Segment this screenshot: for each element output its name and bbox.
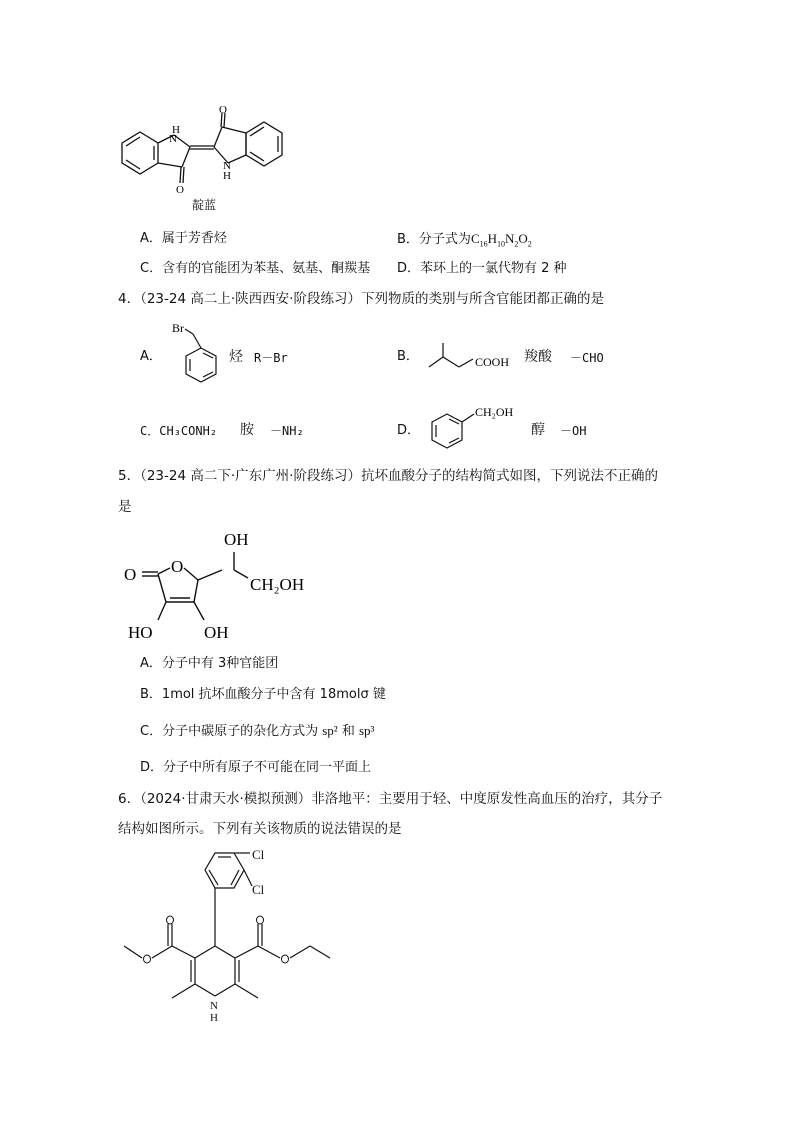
ascorbic-o-ring: O xyxy=(171,557,184,576)
q4-stem: 4．（23-24 高二上·陕西西安·阶段练习）下列物质的类别与所含官能团都正确的是 xyxy=(118,291,604,307)
q3-option-b-letter: B． xyxy=(397,232,419,247)
q5-option-c-sp3: sp³ xyxy=(358,723,375,738)
felodipine-cl-1: Cl xyxy=(252,848,265,862)
q3-option-c-text: 含有的官能团为苯基、氨基、酮羰基 xyxy=(162,261,371,276)
indigo-atom-o-left: O xyxy=(176,184,184,196)
q5-option-c-and: 和 xyxy=(337,724,359,739)
q4-option-c-letter: C． xyxy=(140,424,160,438)
q3-option-c-letter: C． xyxy=(140,261,163,276)
felodipine-h: H xyxy=(210,1012,218,1024)
felodipine-ester-o-right xyxy=(282,955,289,963)
q5-option-a: A．分子中有 3种官能团 xyxy=(140,656,279,671)
ascorbic-o-left: O xyxy=(124,565,137,584)
q5-option-d: D．分子中所有原子不可能在同一平面上 xyxy=(140,760,372,775)
indigo-caption: 靛蓝 xyxy=(192,198,217,212)
q4-option-c xyxy=(140,422,217,440)
q4-option-d-group: －OH xyxy=(560,424,587,438)
benzyl-alcohol-structure xyxy=(428,400,528,450)
q3-option-d-text: 苯环上的一氯代物有 2 种 xyxy=(420,261,567,276)
q3-option-b-prefix: 分子式为 xyxy=(418,232,471,247)
ascorbic-ho: HO xyxy=(128,623,153,642)
q4-option-a-group: R－Br xyxy=(254,351,288,365)
q5-option-c-prefix: C．分子中碳原子的杂化方式为 xyxy=(140,724,323,739)
q3-option-c xyxy=(140,260,370,278)
felodipine-structure xyxy=(118,848,338,1026)
felodipine-cl-2: Cl xyxy=(252,882,265,897)
q5-option-c-sp2: sp² xyxy=(322,723,338,738)
q4-option-b-group: －CHO xyxy=(570,351,604,365)
cooh-label: COOH xyxy=(475,355,510,369)
q4-option-b-class: 羧酸 xyxy=(524,349,552,365)
q3-option-a-text: 属于芳香烃 xyxy=(161,231,227,246)
q4-option-d-letter: D． xyxy=(397,423,421,438)
benzyl-bromide-structure xyxy=(168,318,228,388)
q3-option-d-letter: D． xyxy=(397,261,421,276)
q3-option-b-formula: $C_{16}H_{10}N_2O_2$ xyxy=(470,231,532,249)
isovaleric-acid-structure xyxy=(425,335,521,380)
indigo-atom-n-left: N xyxy=(169,133,177,145)
q4-option-c-group: －NH₂ xyxy=(270,424,304,438)
q5-option-c xyxy=(140,722,374,741)
felodipine-ester-o-left xyxy=(144,955,151,963)
ascorbic-oh-top: OH xyxy=(224,530,249,549)
q3-option-d xyxy=(397,260,567,278)
ascorbic-oh-bottom: OH xyxy=(204,623,229,642)
br-label: Br xyxy=(172,321,184,335)
q3-option-a-letter: A． xyxy=(140,231,162,246)
q4-option-a-class: 烃 xyxy=(229,349,243,365)
indigo-atom-n-right: N xyxy=(223,160,231,172)
indigo-atom-o-right: O xyxy=(219,105,227,116)
indigo-atom-h-right: H xyxy=(223,170,231,182)
q4-option-d-class: 醇 xyxy=(531,422,545,438)
indigo-atom-h-left: H xyxy=(172,124,180,136)
q6-stem-line1: 6．（2024·甘肃天水·模拟预测）非洛地平：主要用于轻、中度原发性高血压的治疗，其分子 xyxy=(118,791,663,807)
felodipine-carbonyl-o-right xyxy=(257,916,264,924)
q4-option-a-letter: A． xyxy=(140,349,162,364)
q5-option-b: B．1mol 抗坏血酸分子中含有 18molσ 键 xyxy=(140,687,386,702)
q4-option-b-letter: B． xyxy=(397,349,419,364)
q3-option-b xyxy=(397,230,532,254)
ascorbic-ch2oh: CH₂OH xyxy=(250,575,305,594)
q3-option-a xyxy=(140,230,227,248)
ch2oh-label: CH₂OH xyxy=(475,405,514,419)
felodipine-n: N xyxy=(210,1000,218,1012)
q4-option-c-class: 胺 xyxy=(240,422,254,438)
q5-stem-line2: 是 xyxy=(118,499,132,515)
q6-stem-line2: 结构如图所示。下列有关该物质的说法错误的是 xyxy=(118,821,402,837)
felodipine-carbonyl-o-left xyxy=(167,916,174,924)
q5-stem-line1: 5．（23-24 高二下·广东广州·阶段练习）抗坏血酸分子的结构简式如图，下列说法不正确的 xyxy=(118,468,658,484)
q4-option-c-formula: CH₃CONH₂ xyxy=(159,424,218,438)
ascorbic-acid-structure xyxy=(118,522,318,647)
